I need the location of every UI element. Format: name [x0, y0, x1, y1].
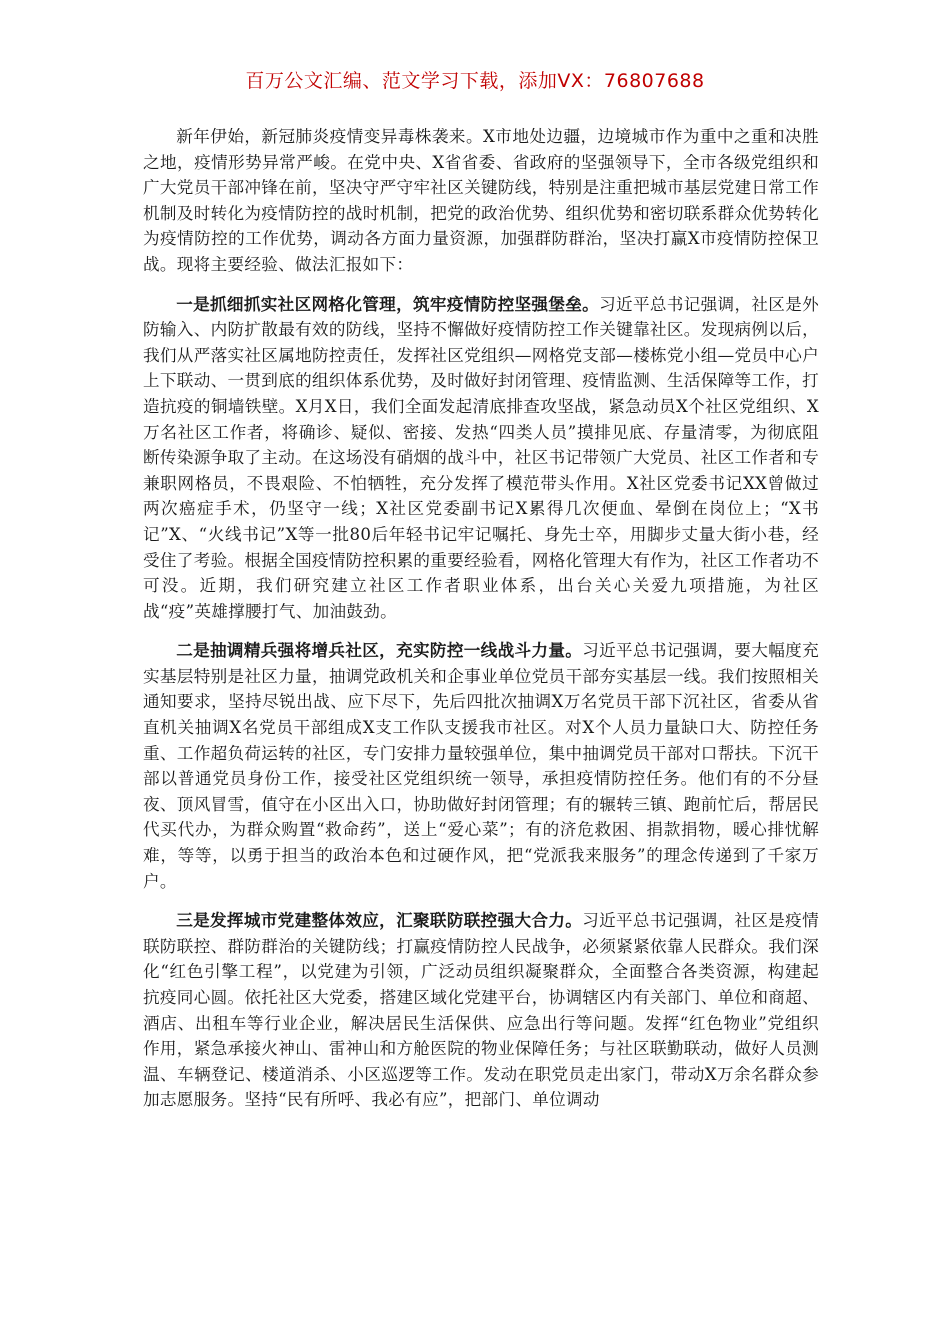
paragraph-section-2 — [143, 638, 819, 894]
document-body — [143, 124, 819, 1127]
paragraph-text: 习近平总书记强调，要大幅度充实基层特别是社区力量，抽调党政机关和企事业单位党员干部夯实基层一线。我们按照相关通知要求，坚持尽锐出战、应下尽下，先后四批次抽调X万名党员干部下沉社区，省委从省直机关抽调X名党员干部组成X支工作队支援我市社区。对X个人员力量缺口大、防控任务重、工作超负荷运转的社区，专门安排力量较强单位，集中抽调党员干部对口帮扶。下沉干部以普通党员身份工作，接受社区党组织统一领导，承担疫情防控任务。他们有的不分昼夜、顶风冒雪，值守在小区出入口，协助做好封闭管理；有的辗转三镇、跑前忙后，帮居民代买代办，为群众购置“救命药”，送上“爱心菜”；有的济危救困、捐款捐物，暖心排忧解难，等等，以勇于担当的政治本色和过硬作风，把“党派我来服务”的理念传递到了千家万户。 — [143, 641, 819, 891]
paragraph-lead: 三是发挥城市党建整体效应，汇聚联防联控强大合力。 — [176, 910, 583, 931]
paragraph-lead: 二是抽调精兵强将增兵社区，充实防控一线战斗力量。 — [176, 640, 583, 661]
paragraph-section-3 — [143, 908, 819, 1113]
paragraph-intro — [143, 124, 819, 278]
paragraph-text: 习近平总书记强调，社区是外防输入、内防扩散最有效的防线，坚持不懈做好疫情防控工作关键靠社区。发现病例以后，我们从严落实社区属地防控责任，发挥社区党组织—网格党支部—楼栋党小组—党员中心户上下联动、一贯到底的组织体系优势，及时做好封闭管理、疫情监测、生活保障等工作，打造抗疫的铜墙铁壁。X月X日，我们全面发起清底排查攻坚战，紧急动员X个社区党组织、X万名社区工作者，将确诊、疑似、密接、发热“四类人员”摸排见底、存量清零，为彻底阻断传染源争取了主动。在这场没有硝烟的战斗中，社区书记带领广大党员、社区工作者和专兼职网格员，不畏艰险、不怕牺牲，充分发挥了模范带头作用。X社区党委书记XX曾做过两次癌症手术，仍坚守一线；X社区党委副书记X累得几次便血、晕倒在岗位上；“X书记”X、“火线书记”X等一批80后年轻书记牢记嘱托、身先士卒，用脚步丈量大街小巷，经受住了考验。根据全国疫情防控积累的重要经验看，网格化管理大有作为，社区工作者功不可没。近期，我们研究建立社区工作者职业体系，出台关心关爱九项措施，为社区战“疫”英雄撑腰打气、加油鼓劲。 — [143, 294, 820, 621]
paragraph-lead: 一是抓细抓实社区网格化管理，筑牢疫情防控坚强堡垒。 — [176, 293, 600, 314]
paragraph-text: 新年伊始，新冠肺炎疫情变异毒株袭来。X市地处边疆，边境城市作为重中之重和决胜之地，疫情形势异常严峻。在党中央、X省省委、省政府的坚强领导下，全市各级党组织和广大党员干部冲锋在前，坚决守严守牢社区关键防线，特别是注重把城市基层党建日常工作机制及时转化为疫情防控的战时机制，把党的政治优势、组织优势和密切联系群众优势转化为疫情防控的工作优势，调动各方面力量资源，加强群防群治，坚决打赢X市疫情防控保卫战。现将主要经验、做法汇报如下： — [143, 127, 819, 274]
paragraph-section-1 — [143, 292, 819, 625]
header-banner: 百万公文汇编、范文学习下载，添加VX：76807688 — [245, 70, 705, 92]
paragraph-text: 习近平总书记强调，社区是疫情联防联控、群防群治的关键防线；打赢疫情防控人民战争，必须紧紧依靠人民群众。我们深化“红色引擎工程”，以党建为引领，广泛动员组织凝聚群众，全面整合各类资源，构建起抗疫同心圆。依托社区大党委，搭建区域化党建平台，协调辖区内有关部门、单位和商超、酒店、出租车等行业企业，解决居民生活保供、应急出行等问题。发挥“红色物业”党组织作用，紧急承接火神山、雷神山和方舱医院的物业保障任务；与社区联勤联动，做好人员测温、车辆登记、楼道消杀、小区巡逻等工作。发动在职党员走出家门，带动X万余名群众参加志愿服务。坚持“民有所呼、我必有应”，把部门、单位调动 — [143, 911, 819, 1110]
